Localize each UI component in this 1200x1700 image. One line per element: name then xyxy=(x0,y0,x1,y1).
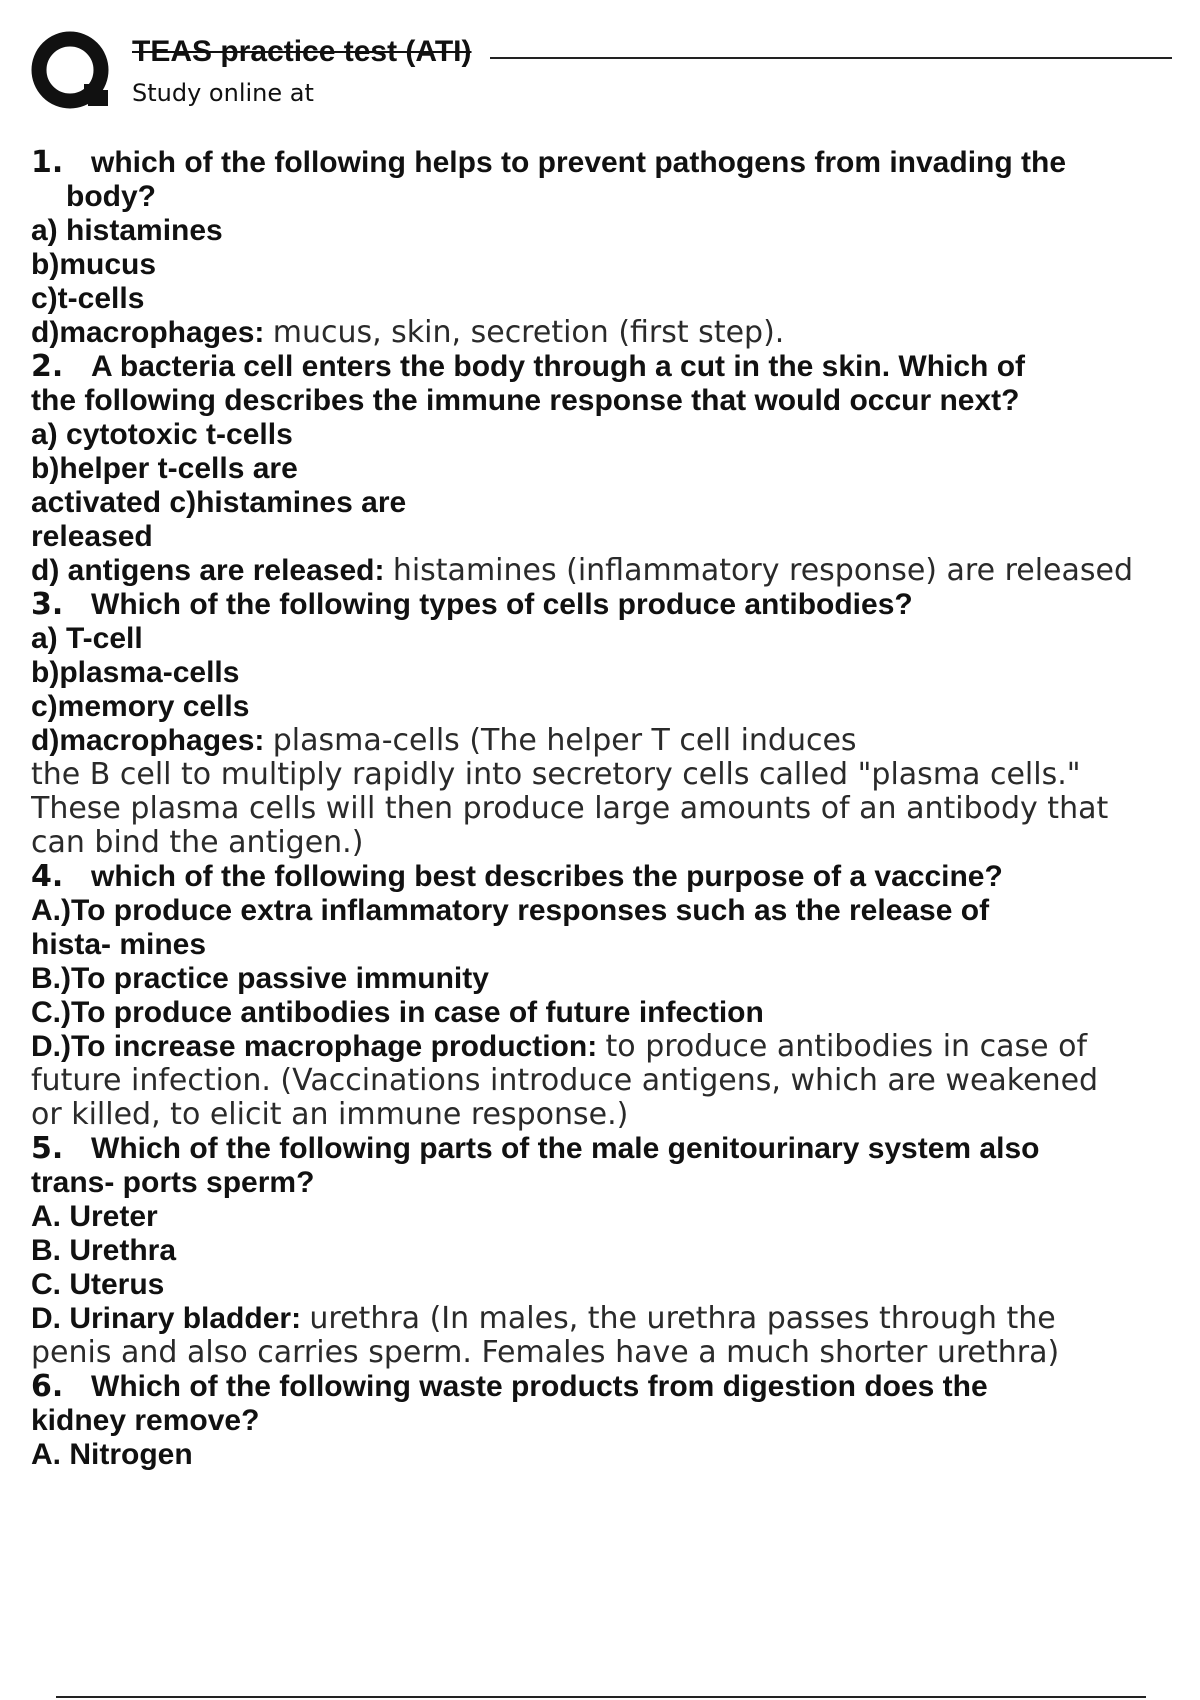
question-1-option-b: b)mucus xyxy=(31,248,157,281)
question-text: which of the following best describes the purpose of a vaccine? xyxy=(91,860,1003,893)
question-6-stem-cont: kidney remove? xyxy=(31,1404,260,1437)
question-3-answer-line: the B cell to multiply rapidly into secretory cells called "plasma cells." xyxy=(31,758,1081,792)
question-number: 6. xyxy=(31,1370,64,1404)
option-label: d) antigens are released: xyxy=(31,554,385,587)
footer-rule xyxy=(56,1696,1146,1698)
question-number: 2. xyxy=(31,350,64,384)
question-list xyxy=(31,146,1200,1472)
question-4-stem xyxy=(31,860,1200,894)
question-1-answer: mucus, skin, secretion (first step). xyxy=(272,316,785,350)
title-rule xyxy=(490,57,1172,59)
question-2-stem-cont: the following describes the immune response that would occur next? xyxy=(31,384,1020,417)
question-2-option-c-cont: released xyxy=(31,520,153,553)
question-4-answer: to produce antibodies in case of xyxy=(605,1030,1088,1064)
question-5-stem-cont: trans- ports sperm? xyxy=(31,1166,315,1199)
quizlet-logo-icon xyxy=(30,30,112,112)
question-2-option-b: b)helper t-cells are xyxy=(31,452,298,485)
question-2-answer: histamines (inflammatory response) are released xyxy=(392,554,1134,588)
question-5-answer: urethra (In males, the urethra passes through the xyxy=(309,1302,1056,1336)
question-number: 3. xyxy=(31,588,64,622)
question-4-option-b: B.)To practice passive immunity xyxy=(31,962,489,995)
question-3-option-c: c)memory cells xyxy=(31,690,250,723)
page-header xyxy=(30,26,1150,116)
option-label: d)macrophages: xyxy=(31,316,265,349)
question-text: Which of the following waste products from digestion does the xyxy=(91,1370,988,1403)
question-3-stem xyxy=(31,588,1200,622)
question-3-answer-line: can bind the antigen.) xyxy=(31,826,364,860)
question-text: which of the following helps to prevent pathogens from invading the xyxy=(91,146,1067,179)
question-1-stem-cont: body? xyxy=(66,180,156,213)
question-text: A bacteria cell enters the body through a cut in the skin. Which of xyxy=(91,350,1026,383)
option-label: D.)To increase macrophage production: xyxy=(31,1030,598,1063)
question-text: Which of the following parts of the male genitourinary system also xyxy=(91,1132,1040,1165)
question-2-option-a: a) cytotoxic t-cells xyxy=(31,418,293,451)
question-6-stem xyxy=(31,1370,1200,1404)
question-3-answer-line: These plasma cells will then produce large amounts of an antibody that xyxy=(31,792,1109,826)
question-1-option-d xyxy=(31,316,1200,350)
question-3-option-b: b)plasma-cells xyxy=(31,656,240,689)
question-5-option-a: A. Ureter xyxy=(31,1200,158,1233)
question-3-option-a: a) T-cell xyxy=(31,622,143,655)
question-4-option-a: A.)To produce extra inflammatory responses such as the release of xyxy=(31,894,990,927)
question-number: 4. xyxy=(31,860,64,894)
question-1-option-a: a) histamines xyxy=(31,214,223,247)
question-4-answer-line: or killed, to elicit an immune response.) xyxy=(31,1098,629,1132)
question-number: 5. xyxy=(31,1132,64,1166)
question-1-stem xyxy=(31,146,1200,180)
question-4-option-a-cont: hista- mines xyxy=(31,928,207,961)
question-6-option-a: A. Nitrogen xyxy=(31,1438,193,1471)
question-4-option-d xyxy=(31,1030,1200,1064)
question-2-option-c: activated c)histamines are xyxy=(31,486,407,519)
question-4-answer-line: future infection. (Vaccinations introduce antigens, which are weakened xyxy=(31,1064,1099,1098)
option-label: D. Urinary bladder: xyxy=(31,1302,302,1335)
question-3-option-d xyxy=(31,724,1200,758)
question-number: 1. xyxy=(31,146,64,180)
question-5-answer-line: penis and also carries sperm. Females have a much shorter urethra) xyxy=(31,1336,1060,1370)
question-5-option-b: B. Urethra xyxy=(31,1234,177,1267)
question-2-stem xyxy=(31,350,1200,384)
page-subtitle: Study online at xyxy=(132,79,314,107)
option-label: d)macrophages: xyxy=(31,724,265,757)
question-3-answer: plasma-cells (The helper T cell induces xyxy=(272,724,857,758)
question-text: Which of the following types of cells produce antibodies? xyxy=(91,588,913,621)
question-2-option-d xyxy=(31,554,1200,588)
question-1-option-c: c)t-cells xyxy=(31,282,145,315)
question-5-stem xyxy=(31,1132,1200,1166)
question-5-option-c: C. Uterus xyxy=(31,1268,165,1301)
page-title: TEAS practice test (ATI) xyxy=(132,35,472,68)
question-4-option-c: C.)To produce antibodies in case of future infection xyxy=(31,996,764,1029)
question-5-option-d xyxy=(31,1302,1200,1336)
